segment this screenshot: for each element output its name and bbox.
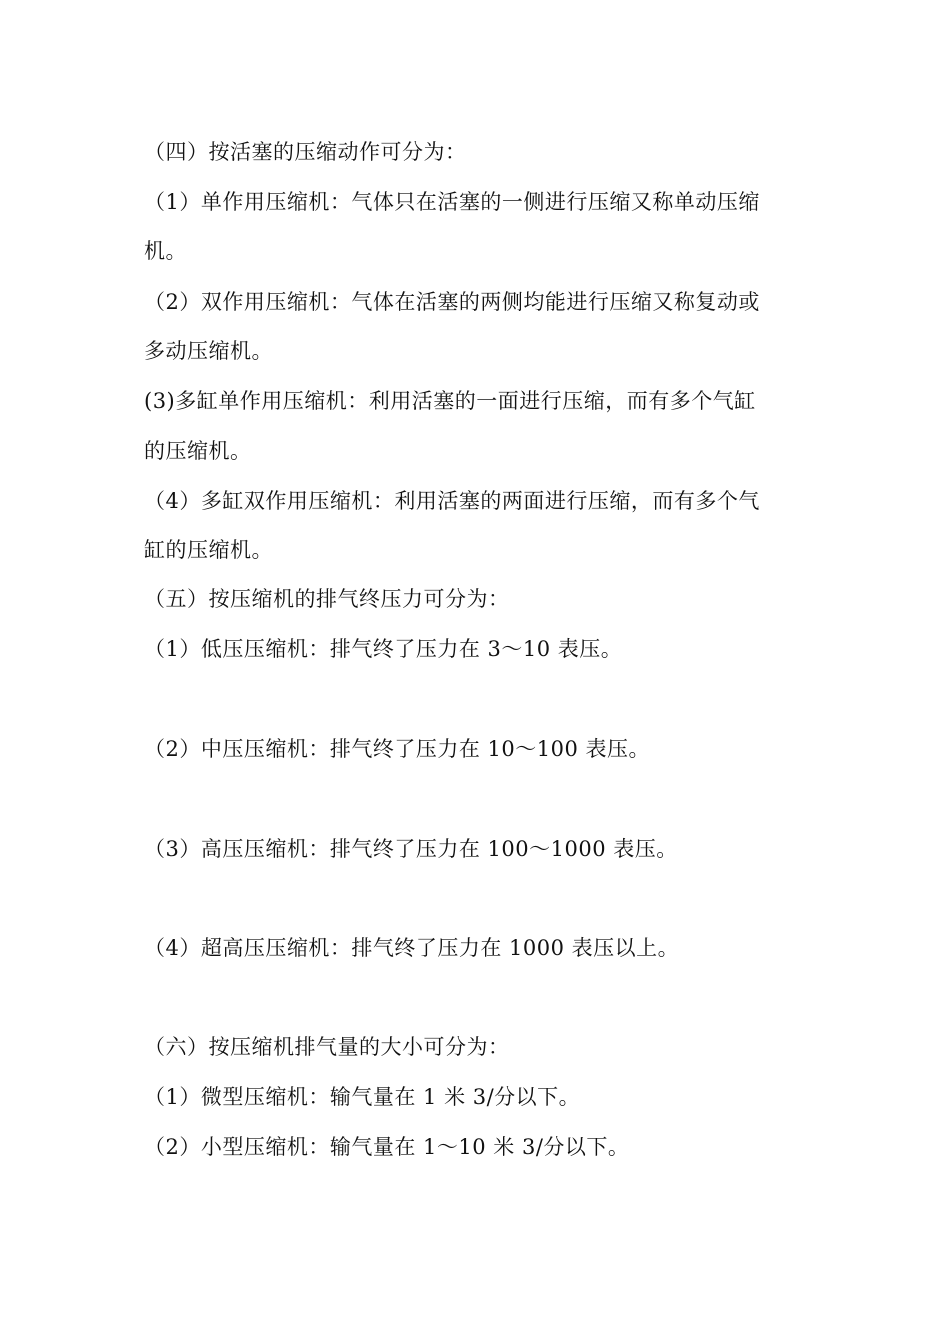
- section5-heading: （五）按压缩机的排气终压力可分为：: [144, 587, 510, 611]
- s4-item2-line2: 多动压缩机。: [144, 339, 273, 363]
- s6-item2: （2）小型压缩机：输气量在 1～10 米 3/分以下。: [144, 1135, 630, 1159]
- s4-item4-line1: （4）多缸双作用压缩机：利用活塞的两面进行压缩，而有多个气: [144, 489, 760, 513]
- s5-item2: （2）中压压缩机：排气终了压力在 10～100 表压。: [144, 737, 651, 761]
- s4-item3-line1: (3)多缸单作用压缩机：利用活塞的一面进行压缩，而有多个气缸: [144, 389, 756, 413]
- s4-item4-line2: 缸的压缩机。: [144, 538, 273, 562]
- s4-item1-line1: （1）单作用压缩机：气体只在活塞的一侧进行压缩又称单动压缩: [144, 190, 760, 214]
- s4-item2-line1: （2）双作用压缩机：气体在活塞的两侧均能进行压缩又称复动或: [144, 290, 760, 314]
- section4-heading: （四）按活塞的压缩动作可分为：: [144, 140, 467, 164]
- s5-item3: （3）高压压缩机：排气终了压力在 100～1000 表压。: [144, 837, 678, 861]
- s4-item1-line2: 机。: [144, 239, 187, 263]
- s5-item4: （4）超高压压缩机：排气终了压力在 1000 表压以上。: [144, 936, 680, 960]
- s5-item1: （1）低压压缩机：排气终了压力在 3～10 表压。: [144, 637, 623, 661]
- section6-heading: （六）按压缩机排气量的大小可分为：: [144, 1035, 510, 1059]
- s4-item3-line2: 的压缩机。: [144, 439, 252, 463]
- s6-item1: （1）微型压缩机：输气量在 1 米 3/分以下。: [144, 1085, 581, 1109]
